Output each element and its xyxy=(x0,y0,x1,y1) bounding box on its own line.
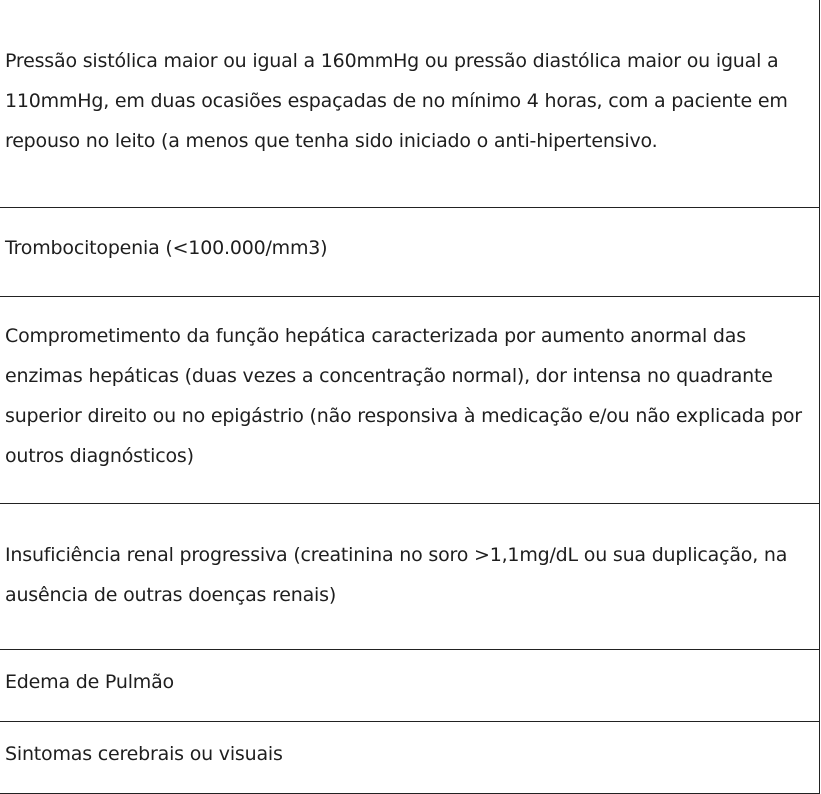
table-cell: Edema de Pulmão xyxy=(5,670,174,693)
table-cell: Comprometimento da função hepática caracterizada por aumento anormal das enzimas hepáticas (duas vezes a concentração normal), dor intensa no quadrante superior direito ou no epigástrio (não responsiva à medicação e/ou não explicada por outros diagnósticos) xyxy=(5,325,802,467)
table-cell: Sintomas cerebrais ou visuais xyxy=(5,742,283,765)
table-cell: Pressão sistólica maior ou igual a 160mmHg ou pressão diastólica maior ou igual a 110mmHg, em duas ocasiões espaçadas de no mínimo 4 horas, com a paciente em repouso no leito (a menos que tenha sido iniciado o anti-hipertensivo. xyxy=(5,50,788,152)
table-row xyxy=(0,0,819,208)
table-row xyxy=(0,208,819,297)
table-row xyxy=(0,504,819,650)
table-cell: Insuficiência renal progressiva (creatinina no soro >1,1mg/dL ou sua duplicação, na ausência de outras doenças renais) xyxy=(5,543,788,606)
table-row xyxy=(0,722,819,794)
table-cell: Trombocitopenia (<100.000/mm3) xyxy=(5,236,328,259)
table-row xyxy=(0,650,819,722)
table-row xyxy=(0,297,819,504)
